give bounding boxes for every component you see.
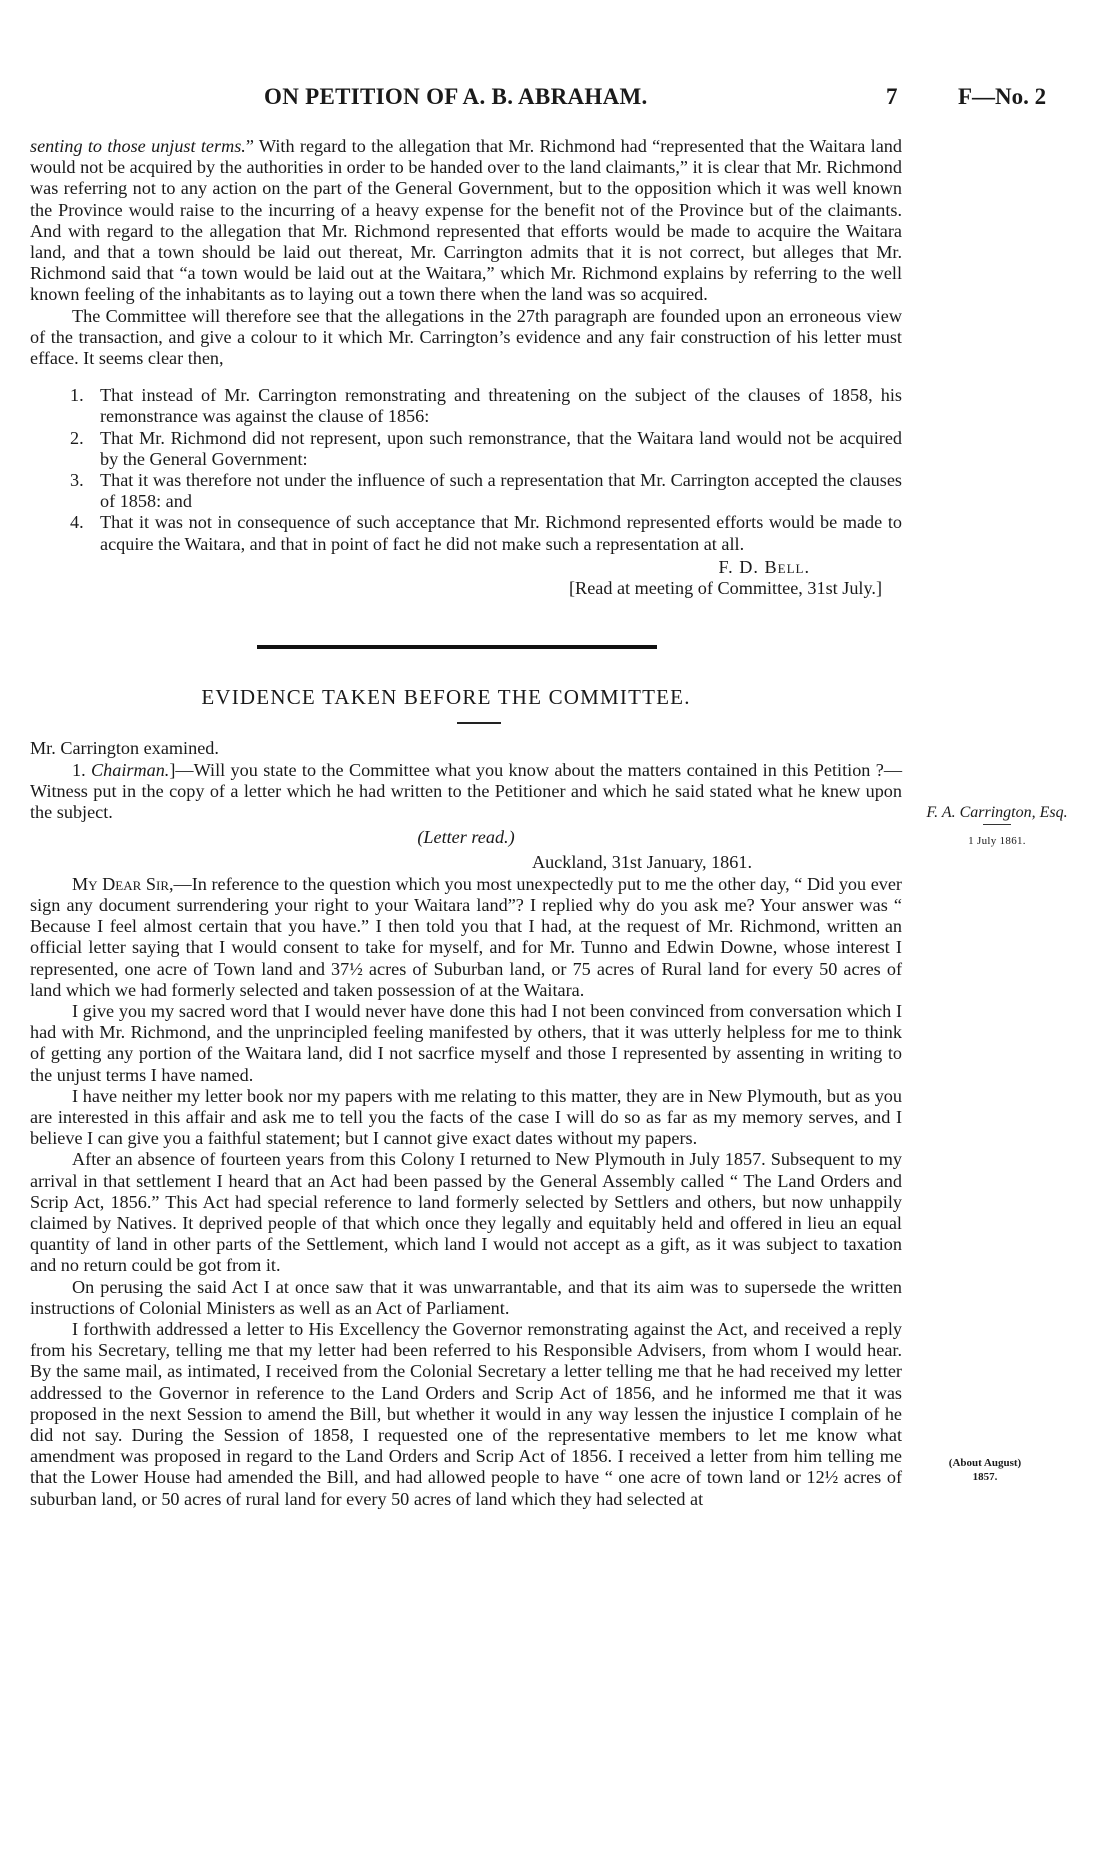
letter-paragraph-1: [30, 874, 902, 1001]
paragraph-1-text: ” With regard to the allegation that Mr. Richmond had “represented that the Waitara land would not be acquired by the authorities in order to be handed over to the land claimants,” it is clear that Mr. Richmond was referring not to any action on the part of the General Government, but to the opposition which it was well known the Province would raise to the incurring of a heavy expense for the benefit not of the Province but of the claimants. And with regard to the allegation that Mr. Richmond represented that efforts would be made to acquire the Waitara land, and that a town should be laid out thereat, Mr. Carrington admits that it is not correct, but alleges that Mr. Richmond said that “a town would be laid out at the Waitara,” which Mr. Richmond explains by referring to the well known feeling of the inhabitants as to laying out a town there when the land was so acquired.: [30, 136, 902, 305]
title-underline: [457, 722, 501, 724]
question-number: 1.: [72, 759, 86, 780]
paper-reference: F—No. 2: [958, 84, 1047, 109]
about-year: 1857.: [972, 1471, 998, 1483]
question-1: [30, 760, 902, 824]
list-number: 4.: [70, 512, 84, 533]
body-text: [30, 136, 902, 1510]
continued-quote: senting to those unjust terms.: [30, 136, 246, 156]
read-note: [Read at meeting of Committee, 31st July.]: [569, 578, 882, 599]
letter-paragraph-2: I give you my sacred word that I would never have done this had I not been convinced from conversation which I had with Mr. Richmond, and the unprincipled feeling manifested by others, that it was utterly helpless for me to think of getting any portion of the Waitara land, did I not sacrfice myself and those I represented by assenting in writing to the unjust terms I have named.: [30, 1000, 902, 1085]
conclusions-list: [30, 385, 902, 555]
letter-paragraph-4: After an absence of fourteen years from this Colony I returned to New Plymouth in July 1857. Subsequent to my arrival in that settlement I heard that an Act had been passed by the General Assembly called “ The Land Orders and Scrip Act, 1856.” This Act had special reference to land formerly selected by Settlers and others, but now unhappily claimed by Natives. It deprived people of that which once they legally and equitably held and offered in lieu an equal quantity of land in other parts of the Settlement, which land I would not accept as a gift, as it was subject to taxation and no return could be got from it.: [30, 1149, 902, 1276]
list-item: [30, 470, 902, 512]
section-divider: [257, 645, 657, 649]
letter-paragraph-3: I have neither my letter book nor my papers with me relating to this matter, they are in New Plymouth, but as you are interested in this affair and ask me to tell you the facts of the case I will do so as far as my memory serves, and I believe I can give you a faithful statement; but I cannot give exact dates without my papers.: [30, 1085, 902, 1149]
running-title: ON PETITION OF A. B. ABRAHAM.: [264, 84, 648, 109]
margin-note-witness: [892, 804, 1102, 849]
letter-dateline: Auckland, 31st January, 1861.: [531, 852, 752, 873]
list-number: 3.: [70, 470, 84, 491]
list-text: That it was therefore not under the influence of such a representation that Mr. Carrington accepted the clauses of 1858: and: [100, 470, 902, 512]
page-header: [0, 84, 1114, 114]
witness-name: F. A. Carrington, Esq.: [926, 804, 1068, 821]
examined-line: Mr. Carrington examined.: [30, 738, 219, 759]
page-number: 7: [886, 84, 898, 109]
letter-read-note: (Letter read.): [417, 827, 515, 848]
list-text: That instead of Mr. Carrington remonstrating and threatening on the subject of the clauses of 1858, his remonstrance was against the clause of 1856:: [100, 385, 902, 427]
margin-rule: [983, 824, 1011, 825]
list-item: [30, 512, 902, 554]
question-1-text: ]—Will you state to the Committee what you know about the matters contained in this Petition ?—Witness put in the copy of a letter which he had written to the Petitioner and which he said stated what he knew upon the subject.: [30, 759, 903, 823]
letter-paragraph-6: I forthwith addressed a letter to His Excellency the Governor remonstrating against the Act, and received a reply from his Secretary, telling me that my letter had been referred to his Responsible Advisers, from whom I would hear. By the same mail, as intimated, I received from the Colonial Secretary a letter telling me that he had received my letter addressed to the Governor in reference to the Land Orders and Scrip Act of 1856, and he informed me that it was proposed in the next Session to amend the Bill, but whether it would in any way lessen the injustice I complain of he did not say. During the Session of 1858, I requested one of the representative members to let me know what amendment was proposed in regard to the Land Orders and Scrip Act of 1856. I received a letter from him telling me that the Lower House had amended the Bill, and had allowed people to have “ one acre of town land or 12½ acres of suburban land, or 50 acres of rural land for every 50 acres of land which they had selected at: [30, 1318, 902, 1509]
list-item: [30, 385, 902, 427]
list-number: 1.: [70, 385, 84, 406]
chairman-label: Chairman.: [91, 759, 170, 780]
list-text: That it was not in consequence of such acceptance that Mr. Richmond represented efforts would be made to acquire the Waitara, and that in point of fact he did not make such a representation at all.: [100, 512, 902, 554]
list-text: That Mr. Richmond did not represent, upon such remonstrance, that the Waitara land would not be acquired by the General Government:: [100, 427, 902, 469]
signature: F. D. Bell.: [718, 556, 810, 577]
margin-note-date: [920, 1456, 1050, 1484]
paragraph-1: [30, 136, 902, 306]
list-item: [30, 428, 902, 470]
list-number: 2.: [70, 427, 84, 448]
letter-paragraph-1-text: —In reference to the question which you most unexpectedly put to me the other day, “ Did you ever sign any document surrendering your right to your Waitara land”? I replied why do you ask me? Your answer was “ Because I feel almost certain that you have.” I then told you that I had, at the request of Mr. Richmond, written an official letter saying that I would consent to take for myself, and for Mr. Tunno and Edwin Downe, whose interest I represented, one acre of Town land and 37½ acres of Suburban land, or 75 acres of Rural land for every 50 acres of land which we had formerly selected and taken possession of at the Waitara.: [30, 873, 902, 1000]
about-label: (About August): [948, 1457, 1022, 1469]
witness-date: 1 July 1861.: [968, 835, 1026, 847]
paragraph-2: The Committee will therefore see that the allegations in the 27th paragraph are founded upon an erroneous view of the transaction, and give a colour to it which Mr. Carrington’s evidence and any fair construction of his letter must efface. It seems clear then,: [30, 305, 902, 369]
section-title: EVIDENCE TAKEN BEFORE THE COMMITTEE.: [201, 685, 691, 710]
salutation: My Dear Sir,: [72, 873, 174, 894]
letter-paragraph-5: On perusing the said Act I at once saw that it was unwarrantable, and that its aim was to supersede the written instructions of Colonial Ministers as well as an Act of Parliament.: [30, 1276, 902, 1318]
